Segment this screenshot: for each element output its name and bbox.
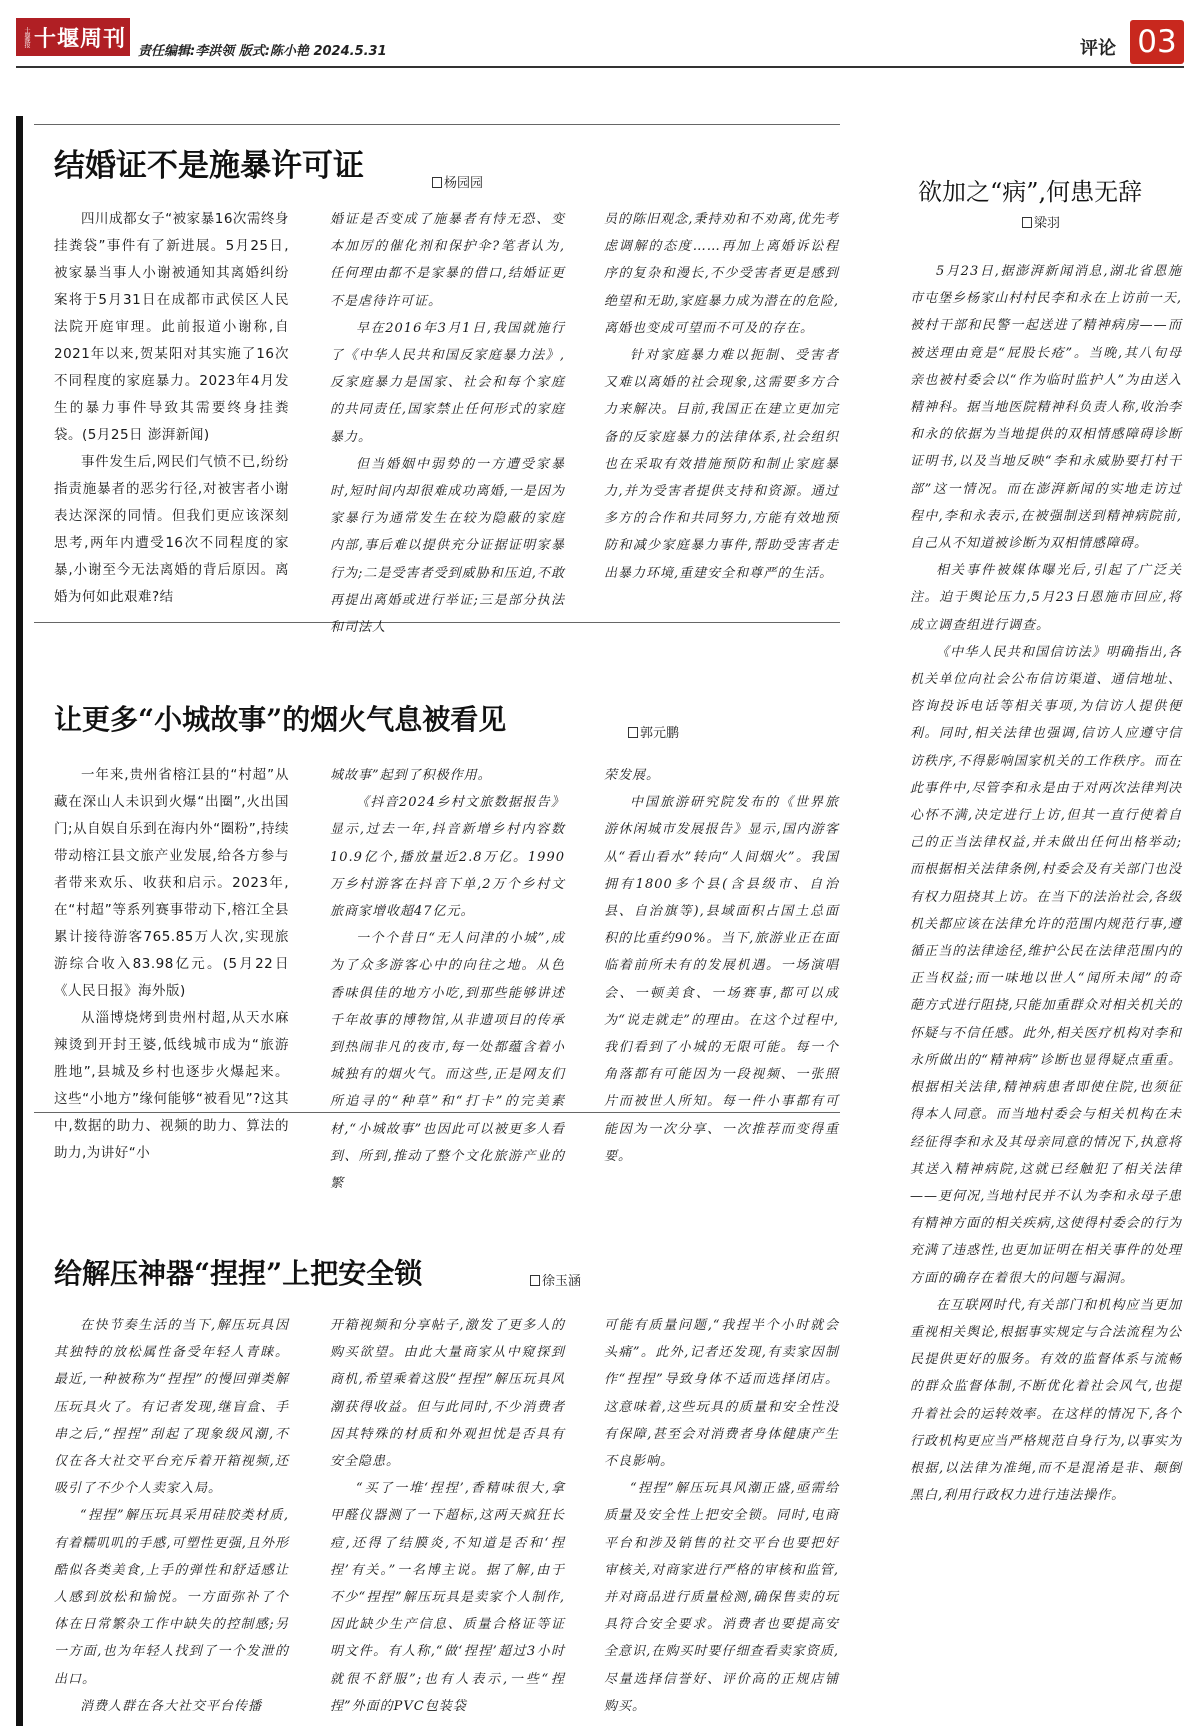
paragraph: 相关事件被媒体曝光后,引起了广泛关注。迫于舆论压力,5月23日恩施市回应,将成立调查组进行调查。: [910, 563, 1182, 633]
paragraph: 开箱视频和分享帖子,激发了更多人的购买欲望。由此大量商家从中窥探到商机,希望乘着这股“捏捏”解压玩具风潮获得收益。但与此同时,不少消费者因其特殊的材质和外观担忧是否具有安全隐患。: [330, 1318, 565, 1470]
paragraph: “捏捏”解压玩具采用硅胶类材质,有着糯叽叽的手感,可塑性更强,且外形酷似各类美食,上手的弹性和舒适感让人感到放松和愉悦。一方面弥补了个体在日常繁杂工作中缺失的控制感;另一方面,也为年轻人找到了一个发泄的出口。: [54, 1508, 289, 1687]
left-decorative-bar: [16, 116, 23, 1726]
paragraph: 荣发展。: [604, 768, 661, 783]
paragraph: 在互联网时代,有关部门和机构应当更加重视相关舆论,根据事实规定与合法流程为公民提供更好的服务。有效的监督体系与流畅的群众监督体制,不断优化着社会风气,也提升着社会的运转效率。在这样的情况下,各个行政机构更应当严格规范自身行为,以事实为根据,以法律为准绳,而不是混淆是非、颠倒黑白,利用行政权力进行违法操作。: [910, 1297, 1182, 1504]
paragraph: 在快节奏生活的当下,解压玩具因其独特的放松属性备受年轻人青睐。最近,一种被称为“捏捏”的慢回弹类解压玩具火了。有记者发现,继盲盒、手串之后,“捏捏”刮起了现象级风潮,不仅在各大社交平台充斥着开箱视频,还吸引了不少个人卖家入局。: [54, 1318, 289, 1497]
article-1-column-1: [54, 206, 289, 611]
article-3-byline: [530, 1270, 581, 1289]
paragraph: 一个个昔日“无人问津的小城”,成为了众多游客心中的向往之地。从色香味俱佳的地方小吃,到那些能够讲述千年故事的博物馆,从非遗项目的传承到热闹非凡的夜市,每一处都蕴含着小城独有的烟火气。而这些,正是网友们所追寻的“种草”和“打卡”的完美素材,“小城故事”也因此可以被更多人看到、所到,推动了整个文化旅游产业的繁: [330, 931, 565, 1192]
paragraph: 早在2016年3月1日,我国就施行了《中华人民共和国反家庭暴力法》,反家庭暴力是国家、社会和每个家庭的共同责任,国家禁止任何形式的家庭暴力。: [330, 320, 565, 445]
paragraph: 一年来,贵州省榕江县的“村超”从藏在深山人未识到火爆“出圈”,火出国门;从自娱自乐到在海内外“圈粉”,持续带动榕江县文旅产业发展,给各方参与者带来欢乐、收获和启示。2023年,在“村超”等系列赛事带动下,榕江全县累计接待游客765.85万人次,实现旅游综合收入83.98亿元。(5月22日《人民日报》海外版): [54, 767, 289, 999]
byline-box-icon: [628, 727, 638, 738]
paragraph: “捏捏”解压玩具风潮正盛,亟需给质量及安全性上把安全锁。同时,电商平台和涉及销售的社交平台也要把好审核关,对商家进行严格的审核和监管,并对商品进行质量检测,确保售卖的玩具符合安全要求。消费者也要提高安全意识,在购买时要仔细查看卖家资质,尽量选择信誉好、评价高的正规店铺购买。: [604, 1481, 839, 1714]
header-rule: [16, 66, 1184, 68]
article-2-headline: 让更多“小城故事”的烟火气息被看见: [54, 703, 507, 736]
article-4-body: [910, 258, 1182, 1509]
article-1-byline: [432, 172, 483, 191]
article-3-author: 徐玉涵: [542, 1274, 582, 1289]
article-3-column-2: [330, 1312, 565, 1720]
article-2-author: 郭元鹏: [640, 726, 680, 741]
editor-credits: 责任编辑:李洪领 版式:陈小艳 2024.5.31: [138, 44, 387, 59]
page-number-badge: 03: [1130, 20, 1184, 64]
article-1-author: 杨园园: [444, 176, 484, 191]
paragraph: 婚证是否变成了施暴者有恃无恐、变本加厉的催化剂和保护伞?笔者认为,任何理由都不是家暴的借口,结婚证更不是虐待许可证。: [330, 212, 565, 309]
article-3-column-3: [604, 1312, 839, 1720]
paragraph: 城故事”起到了积极作用。: [330, 768, 492, 783]
paragraph: “买了一堆‘捏捏’,香精味很大,拿甲醛仪器测了一下超标,这两天疯狂长痘,还得了结膜炎,不知道是否和‘捏捏’有关。”一名博主说。据了解,由于不少“捏捏”解压玩具是卖家个人制作,因此缺少生产信息、质量合格证等证明文件。有人称,“做‘捏捏’超过3小时就很不舒服”;也有人表示,一些“捏捏”外面的PVC包装袋: [330, 1481, 565, 1714]
paragraph: 中国旅游研究院发布的《世界旅游休闲城市发展报告》显示,国内游客从“看山看水”转向“人间烟火”。我国拥有1800多个县(含县级市、自治县、自治旗等),县域面积占国土总面积的比重约90%。当下,旅游业正在面临着前所未有的发展机遇。一场演唱会、一顿美食、一场赛事,都可以成为“说走就走”的理由。在这个过程中,我们看到了小城的无限可能。每一个角落都有可能因为一段视频、一张照片而被世人所知。每一件小事都有可能因为一次分享、一次推荐而变得重要。: [604, 795, 839, 1164]
paragraph: 《抖音2024乡村文旅数据报告》显示,过去一年,抖音新增乡村内容数10.9亿个,播放量近2.8万亿。1990万乡村游客在抖音下单,2万个乡村文旅商家增收超47亿元。: [330, 795, 565, 920]
article-2-column-3: [604, 762, 839, 1170]
byline-box-icon: [432, 177, 442, 188]
paragraph: 四川成都女子“被家暴16次需终身挂粪袋”事件有了新进展。5月25日,被家暴当事人小谢被通知其离婚纠纷案将于5月31日在成都市武侯区人民法院开庭审理。此前报道小谢称,自2021年以来,贺某阳对其实施了16次不同程度的家庭暴力。2023年4月发生的暴力事件导致其需要终身挂粪袋。(5月25日 澎湃新闻): [54, 211, 289, 443]
article-2-byline: [628, 722, 679, 741]
paragraph: 从淄博烧烤到贵州村超,从天水麻辣烫到开封王婆,低线城市成为“旅游胜地”,县城及乡村也逐步火爆起来。这些“小地方”缘何能够“被看见”?这其中,数据的助力、视频的助力、算法的助力,为讲好“小: [54, 1010, 289, 1161]
byline-box-icon: [1022, 217, 1032, 228]
article-4-author: 梁羽: [1034, 216, 1061, 231]
divider-top: [34, 124, 840, 125]
paragraph: 事件发生后,网民们气愤不已,纷纷指责施暴者的恶劣行径,对被害者小谢表达深深的同情。但我们更应该深刻思考,两年内遭受16次不同程度的家暴,小谢至今无法离婚的背后原因。离婚为何如此艰难?结: [54, 454, 289, 605]
newspaper-logo: [16, 18, 130, 56]
article-4-byline: [1022, 212, 1060, 231]
paragraph: 5月23日,据澎湃新闻消息,湖北省恩施市屯堡乡杨家山村村民李和永在上访前一天,被村干部和民警一起送进了精神病房——而被送理由竟是“屁股长疮”。当晚,其八旬母亲也被村委会以“作为临时监护人”为由送入精神科。据当地医院精神科负责人称,收治李和永的依据为当地提供的双相情感障碍诊断证明书,以及当地反映“李和永威胁要打村干部”这一情况。而在澎湃新闻的实地走访过程中,李和永表示,在被强制送到精神病院前,自己从不知道被诊断为双相情感障碍。: [910, 264, 1182, 552]
article-1-headline: 结婚证不是施暴许可证: [54, 148, 364, 184]
paragraph: 但当婚姻中弱势的一方遭受家暴时,短时间内却很难成功离婚,一是因为家暴行为通常发生在较为隐蔽的家庭内部,事后难以提供充分证据证明家暴行为;二是受害者受到威胁和压迫,不敢再提出离婚或进行举证;三是部分执法和司法人: [330, 456, 565, 636]
article-2-column-1: [54, 762, 289, 1167]
logo-small-text: 十堰晚报: [23, 27, 30, 47]
paragraph: 《中华人民共和国信访法》明确指出,各机关单位向社会公布信访渠道、通信地址、咨询投诉电话等相关事项,为信访人提供便利。同时,相关法律也强调,信访人应遵守信访秩序,不得影响国家机关的工作秩序。而在此事件中,尽管李和永是由于对两次法律判决心怀不满,决定进行上访,但其一直行使着自己的正当法律权益,并未做出任何出格举动;而根据相关法律条例,村委会及有关部门也没有权力阻挠其上访。在当下的法治社会,各级机关都应该在法律允许的范围内规范行事,遵循正当的法律途径,维护公民在法律范围内的正当权益;而一味地以世人“闻所未闻”的奇葩方式进行阻挠,只能加重群众对相关机关的怀疑与不信任感。此外,相关医疗机构对李和永所做出的“精神病”诊断也显得疑点重重。根据相关法律,精神病患者即使住院,也须征得本人同意。而当地村委会与相关机构在未经征得李和永及其母亲同意的情况下,执意将其送入精神病院,这就已经触犯了相关法律——更何况,当地村民并不认为李和永母子患有精神方面的相关疾病,这使得村委会的行为充满了违惑性,也更加证明在相关事件的处理方面的确存在着很大的问题与漏洞。: [910, 644, 1182, 1286]
paragraph: 可能有质量问题,“我捏半个小时就会头痛”。此外,记者还发现,有卖家因制作“捏捏”导致身体不适而选择闭店。这意味着,这些玩具的质量和安全性没有保障,甚至会对消费者身体健康产生不良影响。: [604, 1318, 839, 1470]
article-1-column-2: [330, 206, 565, 641]
article-1-column-3: [604, 206, 839, 587]
paragraph: 员的陈旧观念,秉持劝和不劝离,优先考虑调解的态度……再加上离婚诉讼程序的复杂和漫长,不少受害者更是感到绝望和无助,家庭暴力成为潜在的危险,离婚也变成可望而不可及的存在。: [604, 212, 839, 336]
article-3-headline: 给解压神器“捏捏”上把安全锁: [54, 1257, 423, 1290]
masthead: [0, 0, 1200, 70]
article-3-column-1: [54, 1312, 289, 1720]
paragraph: 针对家庭暴力难以扼制、受害者又难以离婚的社会现象,这需要多方合力来解决。目前,我国正在建立更加完备的反家庭暴力的法律体系,社会组织也在采取有效措施预防和制止家庭暴力,并为受害者提供支持和资源。通过多方的合作和共同努力,方能有效地预防和减少家庭暴力事件,帮助受害者走出暴力环境,重建安全和尊严的生活。: [604, 348, 839, 581]
article-4-headline: 欲加之“病”,何患无辞: [918, 178, 1143, 206]
article-2-column-2: [330, 762, 565, 1197]
byline-box-icon: [530, 1275, 540, 1286]
logo-name: 十堰周刊: [34, 25, 127, 52]
paragraph: 消费人群在各大社交平台传播: [80, 1698, 263, 1714]
section-name: 评论: [1080, 38, 1116, 59]
